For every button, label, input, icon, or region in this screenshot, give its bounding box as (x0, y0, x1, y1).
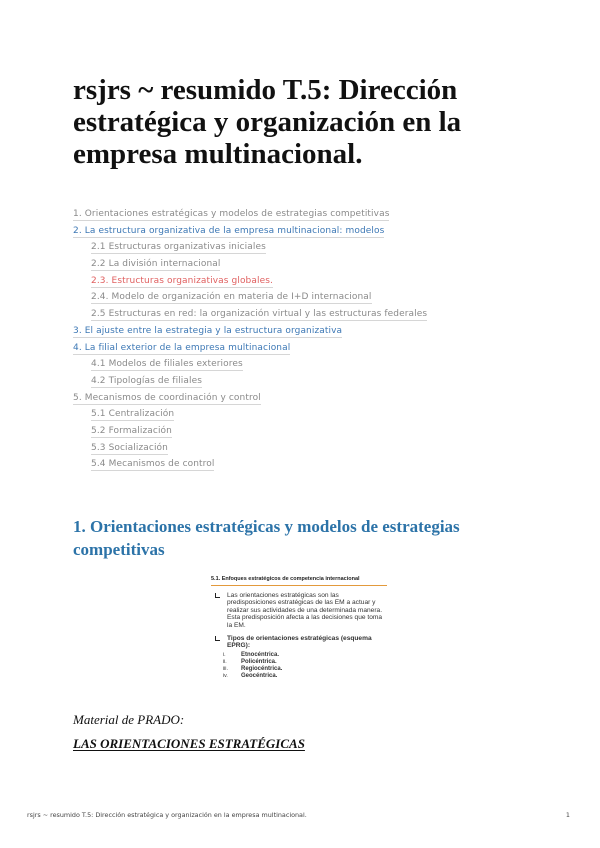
slide-bullet-text: Tipos de orientaciones estratégicas (esquema EPRG): (227, 635, 372, 650)
toc-link[interactable]: 5.4 Mecanismos de control (91, 459, 215, 470)
toc-link[interactable]: 5.3 Socialización (91, 442, 168, 453)
toc-link[interactable]: 2.3. Estructuras organizativas globales. (91, 275, 273, 286)
toc-link[interactable]: 2.4. Modelo de organización en materia de I+D internacional (91, 292, 372, 303)
toc-item (73, 206, 543, 223)
toc-item (73, 289, 543, 306)
toc-item (73, 323, 543, 340)
toc-item (73, 456, 543, 473)
toc-item (73, 356, 543, 373)
page-title: rsjrs ~ resumido T.5: Dirección estratégica y organización en la empresa multinacional. (73, 74, 462, 170)
section-heading: 1. Orientaciones estratégicas y modelos de estrategias competitivas (73, 517, 460, 559)
slide-bullet (213, 635, 387, 650)
list-item-label: Etnocéntrica. (241, 651, 280, 658)
material-caption: Material de PRADO: (73, 712, 185, 727)
list-item (223, 652, 387, 659)
list-item-label: Geocéntrica. (241, 673, 278, 680)
toc-link[interactable]: 5. Mecanismos de coordinación y control (73, 392, 261, 403)
toc-link[interactable]: 4.1 Modelos de filiales exteriores (91, 359, 243, 370)
slide-body (207, 586, 391, 680)
toc-link[interactable]: 2. La estructura organizativa de la empresa multinacional: modelos (73, 225, 385, 236)
toc-link[interactable]: 4.2 Tipologías de filiales (91, 375, 203, 386)
list-item (223, 666, 387, 673)
slide-bullet-text: Las orientaciones estratégicas son las predisposiciones estratégicas de las EM a actuar y realizar sus actividades de una determinada manera. Esta predisposición afecta a las decisiones que toma la EM. (227, 592, 383, 629)
list-item-label: Policéntrica. (241, 658, 277, 665)
toc-item (73, 223, 543, 240)
toc-item (73, 390, 543, 407)
toc-item (73, 423, 543, 440)
toc-link[interactable]: 5.2 Formalización (91, 425, 172, 436)
toc-item (73, 239, 543, 256)
toc-item (73, 273, 543, 290)
toc-link[interactable]: 4. La filial exterior de la empresa multinacional (73, 342, 291, 353)
list-item (223, 673, 387, 680)
slide-bullet (213, 592, 387, 629)
slide-image (207, 574, 391, 694)
toc-item (73, 373, 543, 390)
bullet-box-icon (215, 636, 220, 641)
list-item-label: Regiocéntrica. (241, 666, 283, 673)
toc-item (73, 440, 543, 457)
orientaciones-heading: LAS ORIENTACIONES ESTRATÉGICAS (73, 736, 305, 751)
slide-heading: 5.1. Enfoques estratégicos de competencia internacional (211, 574, 387, 586)
toc-link[interactable]: 1. Orientaciones estratégicas y modelos de estrategias competitivas (73, 209, 390, 219)
footer-title: rsjrs ~ resumido T.5: Dirección estratégica y organización en la empresa multinacional. (27, 811, 307, 819)
toc-link[interactable]: 3. El ajuste entre la estrategia y la estructura organizativa (73, 325, 343, 336)
bullet-box-icon (215, 593, 220, 598)
toc-link[interactable]: 2.5 Estructuras en red: la organización virtual y las estructuras federales (91, 309, 428, 320)
toc-link[interactable]: 2.1 Estructuras organizativas iniciales (91, 242, 266, 253)
list-numeral: ii. (223, 658, 227, 665)
toc-link[interactable]: 5.1 Centralización (91, 409, 175, 420)
toc-item (73, 406, 543, 423)
list-numeral: i. (223, 651, 226, 658)
table-of-contents (73, 206, 543, 473)
toc-item (73, 306, 543, 323)
toc-link[interactable]: 2.2 La división internacional (91, 259, 221, 270)
toc-item (73, 340, 543, 357)
orientation-types-list (213, 652, 387, 680)
list-item (223, 659, 387, 666)
toc-item (73, 256, 543, 273)
page-number: 1 (565, 811, 570, 819)
list-numeral: iii. (223, 666, 228, 673)
list-numeral: iv. (223, 673, 228, 680)
